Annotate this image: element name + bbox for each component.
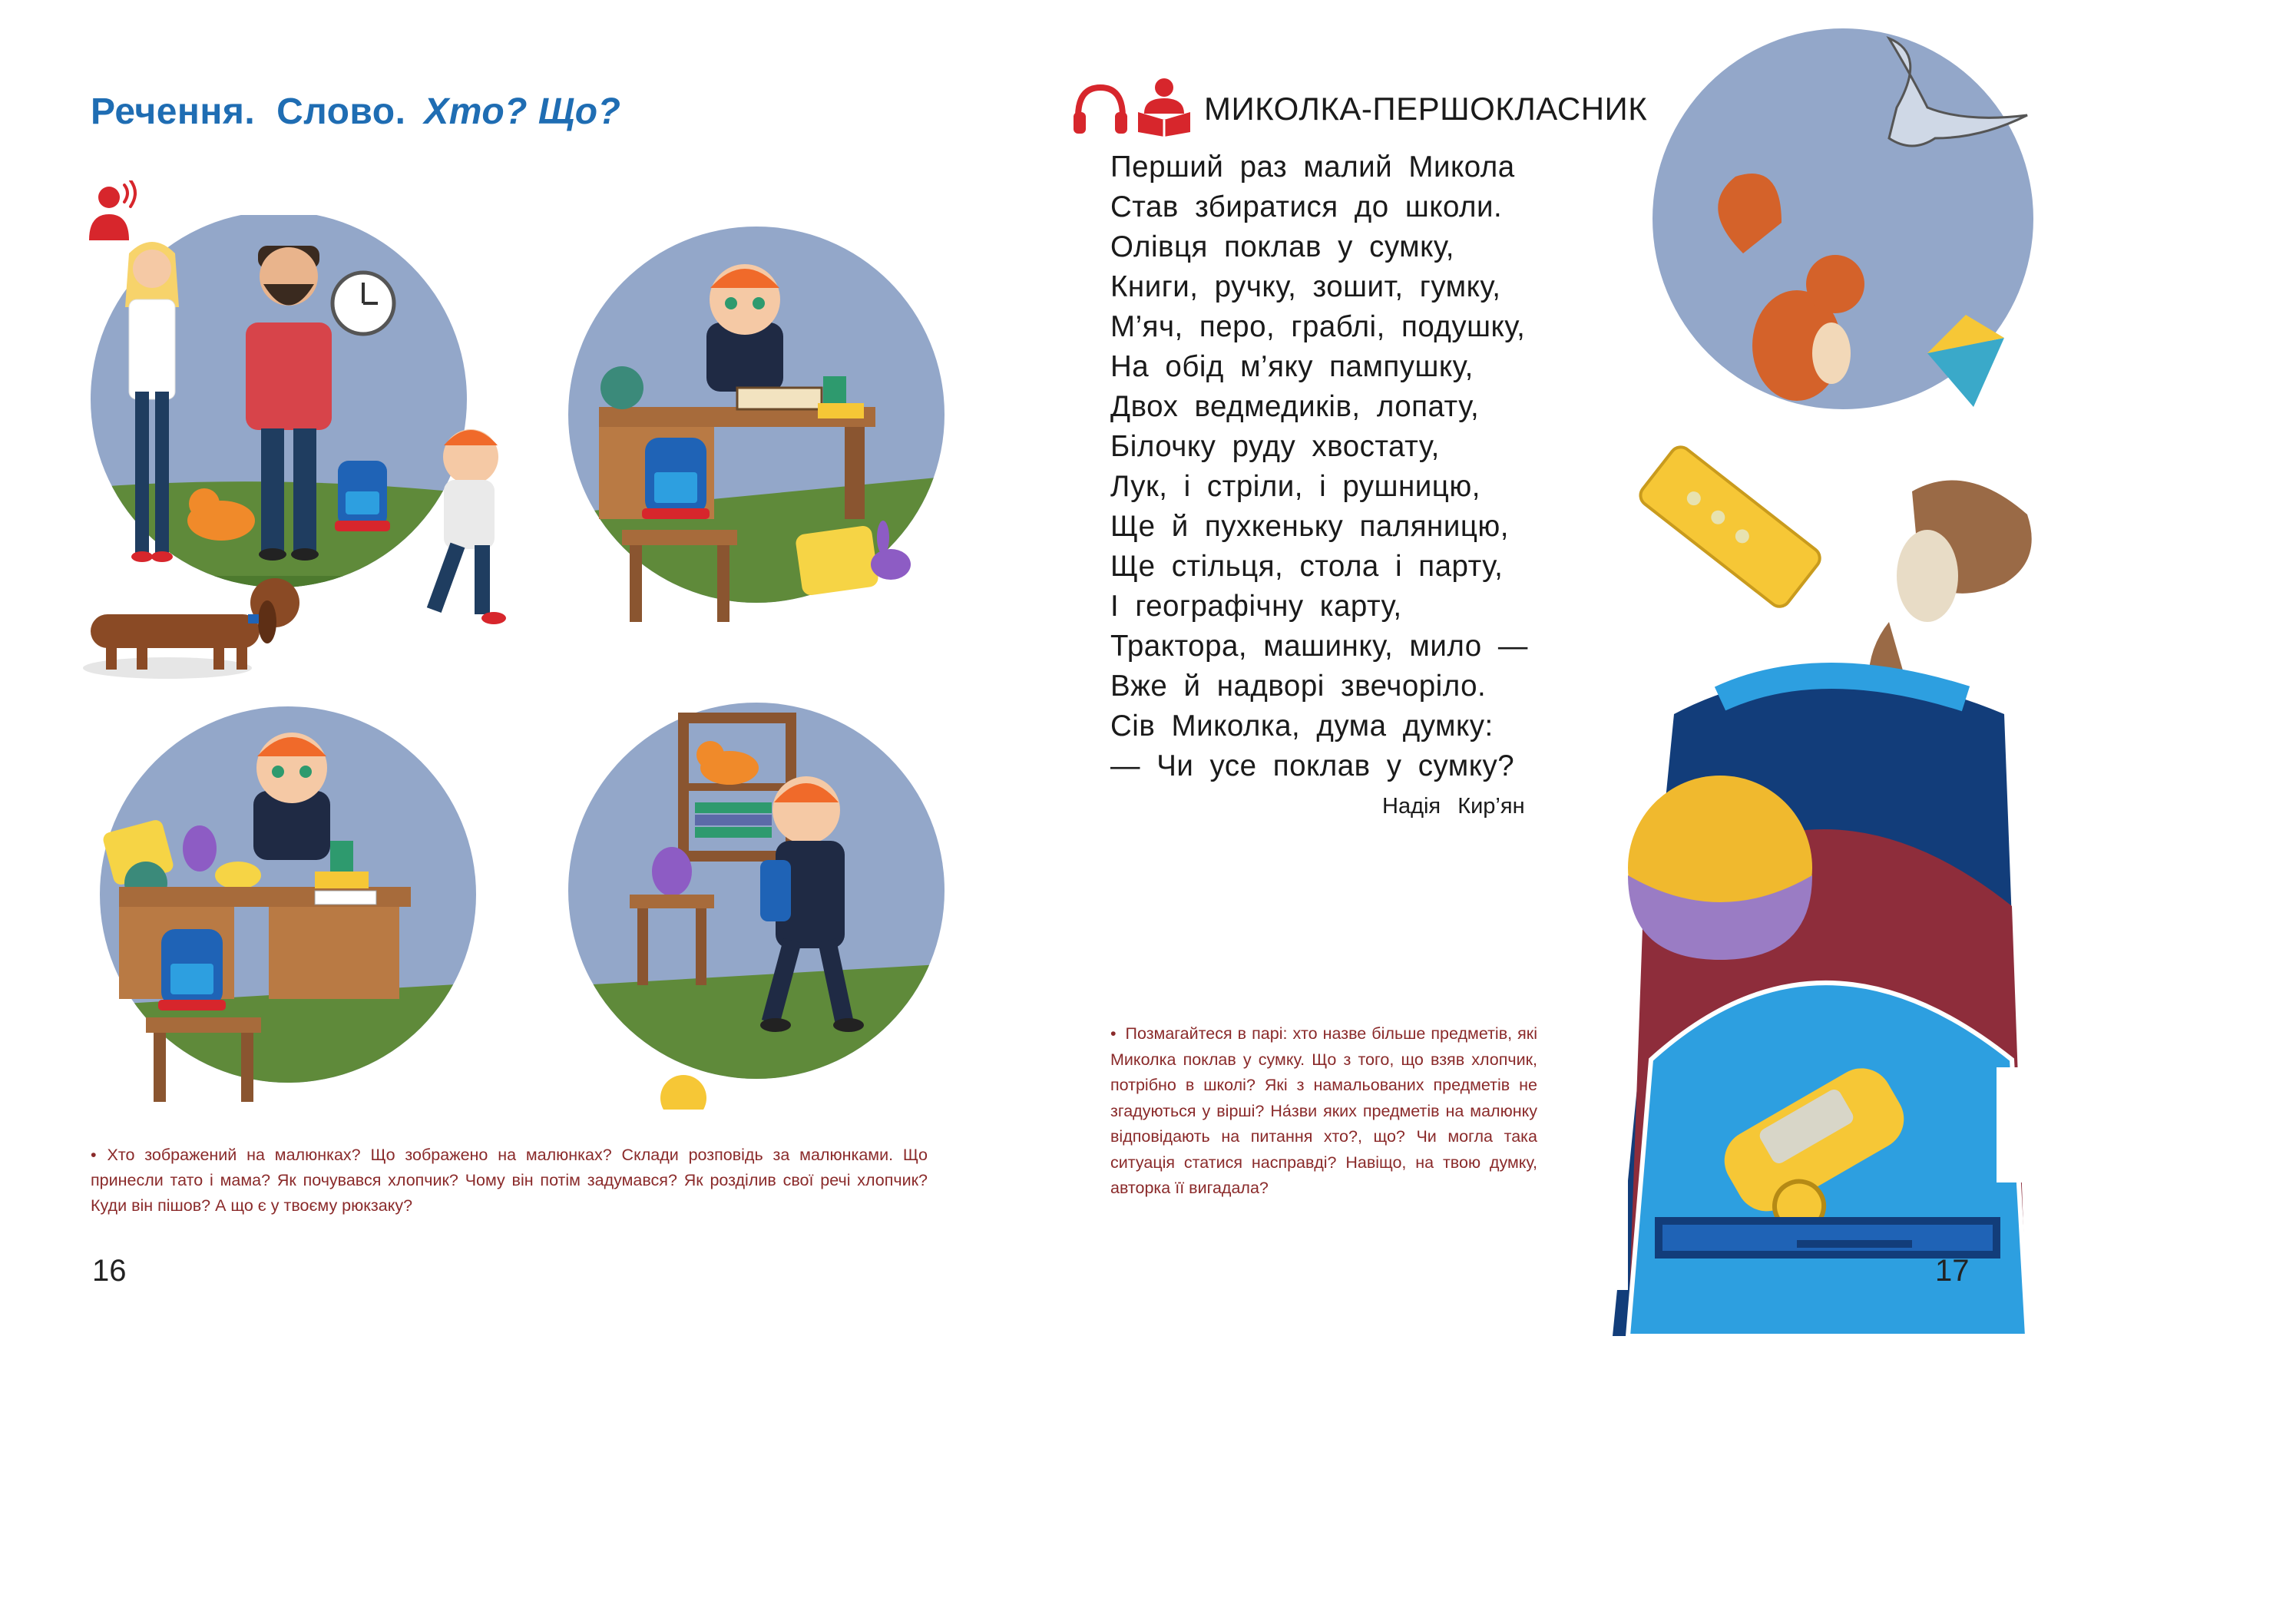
task-right-bullet: • xyxy=(1110,1024,1117,1043)
poem-line: На обід м’яку пампушку, xyxy=(1110,350,1474,383)
title-part-sentence: Речення. xyxy=(91,91,256,132)
page-title xyxy=(91,91,620,133)
poem-line: Олівця поклав у сумку, xyxy=(1110,230,1454,263)
poem-line: — Чи усе поклав у сумку? xyxy=(1110,749,1515,782)
task-right xyxy=(1110,1021,1537,1202)
task-left-bullet: • xyxy=(91,1146,97,1164)
illustration-family xyxy=(45,215,521,699)
poem-line: Трактора, машинку, мило — xyxy=(1110,630,1528,663)
poem-line: М’яч, перо, граблі, подушку, xyxy=(1110,310,1526,343)
poem-line: Перший раз малий Микола xyxy=(1110,150,1515,184)
poem-line: Книги, ручку, зошит, гумку, xyxy=(1110,270,1501,303)
poem-text xyxy=(1110,147,1602,786)
poem-line: Лук, і стріли, і рушницю, xyxy=(1110,470,1480,503)
poem-author: Надія Кир’ян xyxy=(1382,794,1525,819)
reading-person-icon xyxy=(1136,77,1192,137)
illustration-boy-sorting-things xyxy=(84,699,484,1113)
poem-line: Сів Миколка, дума думку: xyxy=(1110,709,1494,743)
poem-line: Ще й пухкеньку паляницю, xyxy=(1110,510,1509,543)
poem-line: Став збиратися до школи. xyxy=(1110,190,1503,223)
task-right-text: Позмагайтеся в парі: хто назве більше предметів, які Миколка поклав у сумку. Що з того, що взяв хлопчик, потрібно в школі? Які з намальованих предметів не згадуються у вірші? На́зви яких предметів на малюнку відповідають на питання хто?, що? Чи могла така ситуація статися насправді? Навіщо, на твою думку, авторка її вигадала? xyxy=(1110,1024,1537,1197)
poem-line: Білочку руду хвостату, xyxy=(1110,430,1440,463)
poem-line: Двох ведмедиків, лопату, xyxy=(1110,390,1480,423)
poem-title: МИКОЛКА-ПЕРШОКЛАСНИК xyxy=(1204,91,1648,127)
task-left xyxy=(91,1143,928,1219)
title-part-questions: Хто? Що? xyxy=(424,91,621,132)
headphones-icon xyxy=(1072,83,1129,135)
poem-line: Ще стільця, стола і парту, xyxy=(1110,550,1504,583)
illustration-boy-going-to-school xyxy=(553,695,952,1110)
illustration-backpack-with-things xyxy=(1567,23,2073,1351)
poem-line: І географічну карту, xyxy=(1110,590,1402,623)
poem-line: Вже й надворі звечоріло. xyxy=(1110,670,1487,703)
page-number-left: 16 xyxy=(92,1254,127,1288)
title-part-word: Слово. xyxy=(276,91,406,132)
task-left-text: Хто зображений на малюнках? Що зображено на малюнках? Склади розповідь за малюнками. Що принесли тато і мама? Як почувався хлопчик? Чому він потім задумався? Як розділив свої речі хлопчик? Куди він пішов? А що є у твоєму рюкзаку? xyxy=(91,1146,928,1215)
illustration-boy-at-desk xyxy=(553,223,952,637)
page-number-right: 17 xyxy=(1935,1254,1970,1288)
